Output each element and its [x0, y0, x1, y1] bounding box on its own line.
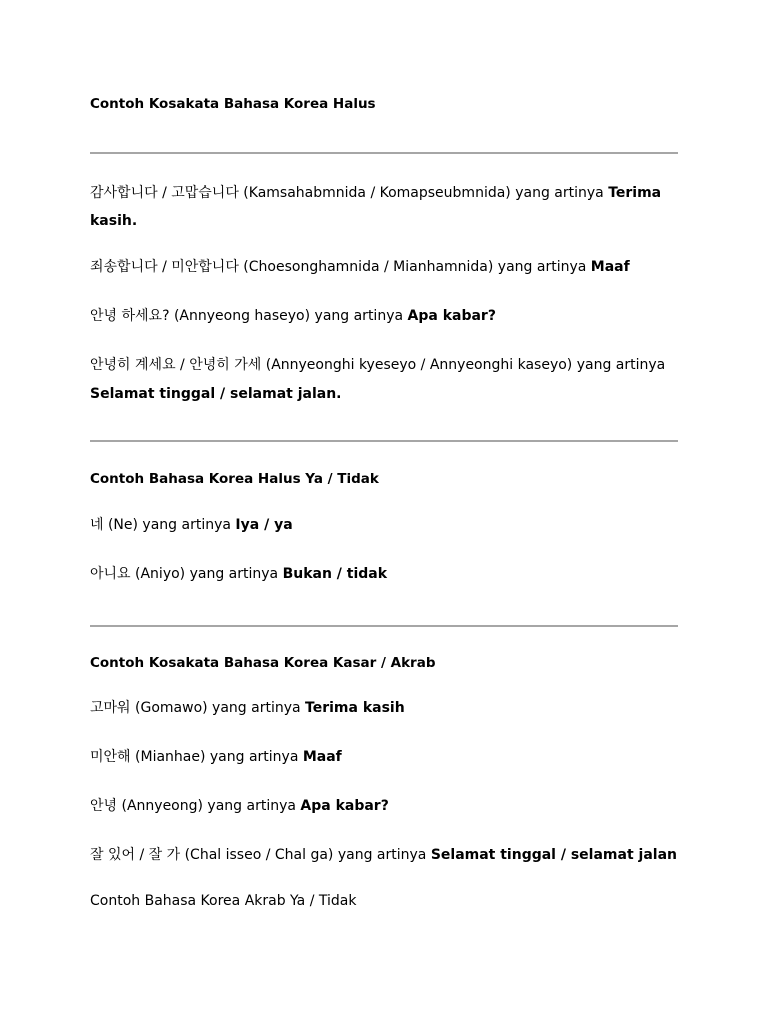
vocab-entry	[90, 515, 293, 535]
entry-text: 감사합니다 / 고맙습니다 (Kamsahabmnida / Komapseubmnida) yang artinya	[90, 185, 609, 201]
entry-text: 안녕 하세요? (Annyeong haseyo) yang artinya	[90, 308, 408, 324]
entry-text: 안녕히 계세요 / 안녕히 가세 (Annyeonghi kyeseyo / Annyeonghi kaseyo) yang artinya	[90, 357, 666, 373]
entry-text: 네 (Ne) yang artinya	[90, 517, 236, 533]
entry-meaning: Terima	[608, 185, 662, 201]
entry-meaning: Maaf	[590, 259, 630, 275]
vocab-entry	[90, 257, 630, 277]
entry-text: 미안해 (Mianhae) yang artinya	[90, 749, 303, 765]
entry-text: 안녕 (Annyeong) yang artinya	[90, 798, 301, 814]
vocab-entry	[90, 564, 387, 584]
entry-text: 잘 있어 / 잘 가 (Chal isseo / Chal ga) yang artinya	[90, 847, 431, 863]
vocab-entry	[90, 698, 405, 718]
entry-meaning: Selamat tinggal / selamat jalan	[430, 847, 677, 863]
section-heading-casual-vocab: Contoh Kosakata Bahasa Korea Kasar / Akrab	[90, 655, 436, 671]
entry-meaning: Apa kabar?	[300, 798, 389, 814]
vocab-entry	[90, 306, 496, 326]
section-heading-formal-vocab: Contoh Kosakata Bahasa Korea Halus	[90, 96, 376, 112]
vocab-entry	[90, 796, 389, 816]
entry-text: 죄송합니다 / 미안합니다 (Choesonghamnida / Mianhamnida) yang artinya	[90, 259, 591, 275]
entry-meaning: Bukan / tidak	[282, 566, 388, 582]
entry-text: 고마워 (Gomawo) yang artinya	[90, 700, 306, 716]
divider	[90, 440, 678, 442]
vocab-entry	[90, 355, 665, 375]
divider	[90, 625, 678, 627]
vocab-entry	[90, 183, 661, 203]
vocab-entry	[90, 845, 677, 865]
divider	[90, 152, 678, 154]
entry-meaning: Apa kabar?	[407, 308, 496, 324]
entry-text: 아니요 (Aniyo) yang artinya	[90, 566, 283, 582]
entry-meaning: Selamat tinggal / selamat jalan.	[90, 386, 342, 402]
entry-meaning: Maaf	[302, 749, 342, 765]
section-heading-casual-yes-no: Contoh Bahasa Korea Akrab Ya / Tidak	[90, 893, 357, 909]
section-heading-formal-yes-no: Contoh Bahasa Korea Halus Ya / Tidak	[90, 471, 379, 487]
entry-meaning-continued: kasih.	[90, 213, 138, 229]
vocab-entry	[90, 747, 342, 767]
entry-meaning: Iya / ya	[235, 517, 293, 533]
entry-meaning: Terima kasih	[305, 700, 405, 716]
